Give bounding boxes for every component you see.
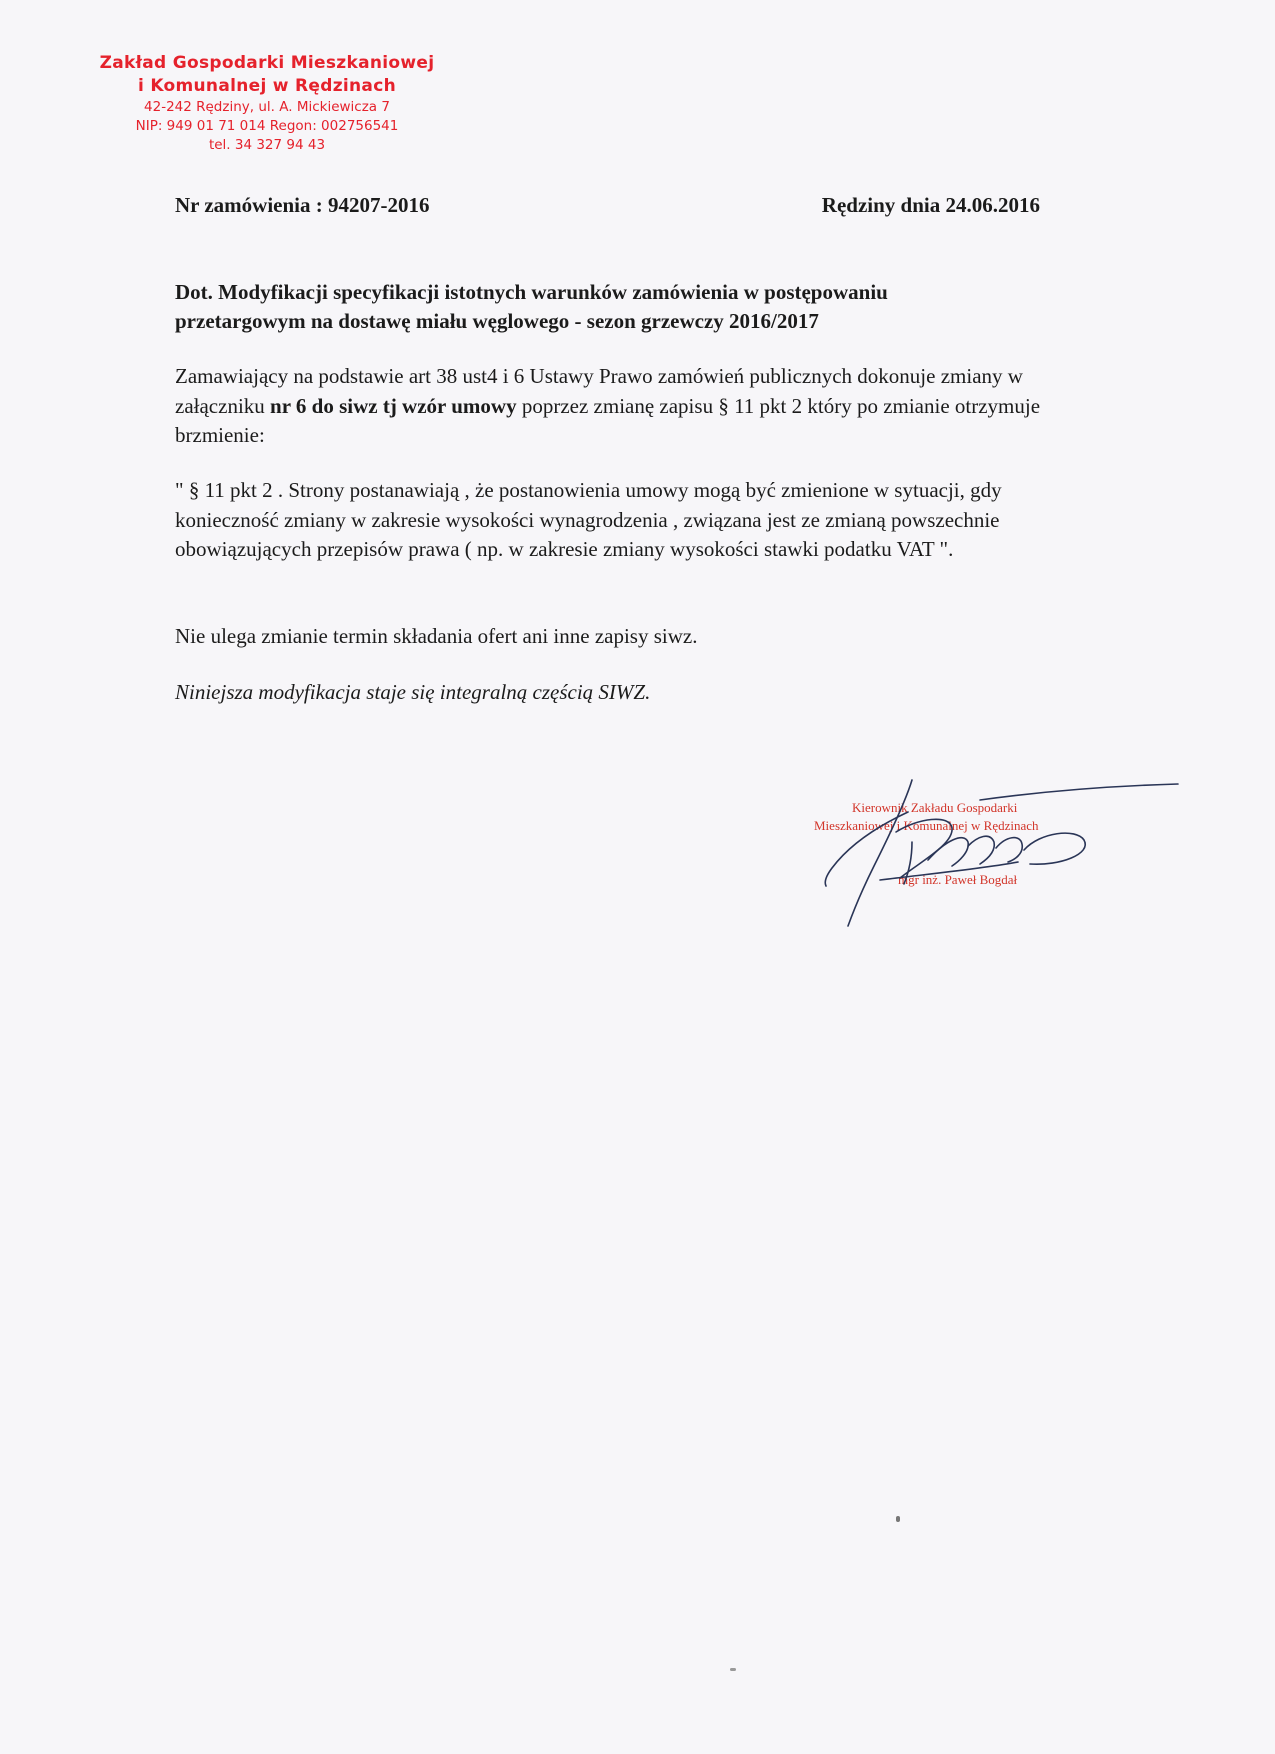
letterhead-nip-regon: NIP: 949 01 71 014 Regon: 002756541 [135, 118, 399, 134]
letterhead-org-line2: i Komunalnej w Rędzinach [138, 76, 396, 96]
subject-line1: Dot. Modyfikacji specyfikacji istotnych warunków zamówienia w postępowaniu [175, 280, 888, 304]
paragraph-text: Zamawiający na podstawie art 38 ust4 i 6 Ustawy Prawo zamówień publicznych dokonuje zmiany w załączniku [175, 364, 1023, 418]
letterhead-org-line1: Zakład Gospodarki Mieszkaniowej [99, 53, 435, 73]
paragraph-text: poprzez zmianę zapisu § 11 pkt 2 który po zmianie otrzymuje brzmienie: [175, 393, 1041, 447]
place-date: Rędziny dnia 24.06.2016 [821, 193, 1040, 217]
signature-stamp-line1: Kierownik Zakładu Gospodarki [852, 800, 1018, 815]
order-number: Nr zamówienia : 94207-2016 [175, 193, 430, 217]
subject [175, 278, 1075, 336]
letterhead-address: 42-242 Rędziny, ul. A. Mickiewicza 7 [144, 99, 390, 115]
handwritten-signature [808, 770, 1188, 930]
letterhead-stamp [92, 52, 442, 155]
signature-stamp-line2: Mieszkaniowej i Komunalnej w Rędzinach [814, 818, 1039, 833]
signature-stamp-name: mgr inż. Paweł Bogdał [898, 872, 1018, 887]
paragraph-modification [175, 362, 1105, 451]
subject-line2: przetargowym na dostawę miału węglowego - sezon grzewczy 2016/2017 [175, 309, 819, 333]
letterhead-phone: tel. 34 327 94 43 [208, 137, 326, 153]
paragraph-integral-part: Niniejsza modyfikacja staje się integralną częścią SIWZ. [175, 680, 651, 704]
paragraph-deadline-unchanged: Nie ulega zmianie termin składania ofert ani inne zapisy siwz. [175, 624, 698, 648]
paragraph-bold-text: nr 6 do siwz tj wzór umowy [270, 393, 517, 418]
header-row [175, 193, 1040, 218]
paragraph-quoted-clause: " § 11 pkt 2 . Strony postanawiają , że postanowienia umowy mogą być zmienione w sytuacji, gdy konieczność zmiany w zakresie wysokości wynagrodzenia , związana jest ze zmianą powszechnie obowiązujących przepisów prawa ( np. w zakresie zmiany wysokości stawki podatku VAT ". [175, 478, 1002, 561]
signature-block [808, 770, 1188, 930]
scan-speck [730, 1668, 736, 1671]
scan-speck [896, 1516, 900, 1522]
